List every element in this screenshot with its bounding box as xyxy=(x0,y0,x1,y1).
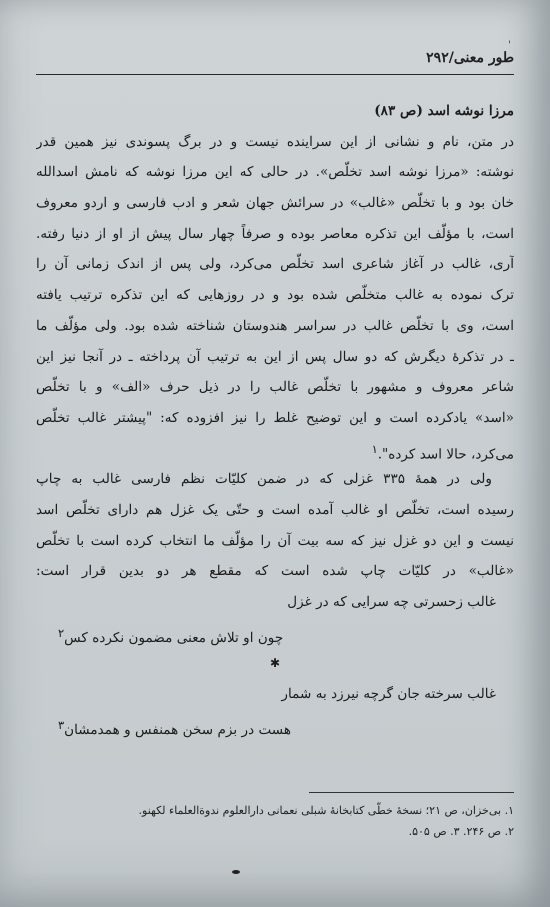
footnote: ۱. بی‌خزان، ص ۲۱؛ نسخهٔ خطّی کتابخانهٔ شبلی نعمانی دارالعلوم ندوةالعلماء لکهنو. xyxy=(138,804,514,817)
paragraph-line: «اسد» یادکرده است و این توضیح غلط را نیز افزوده که: "پیشتر غالب تخلّص xyxy=(36,409,514,426)
section-heading: مرزا نوشه اسد (ص ۸۳) xyxy=(374,103,514,119)
footnote-marker: ۱ xyxy=(371,441,378,456)
running-header xyxy=(36,48,514,75)
paragraph-line: «غالب» در کلیّات چاپ شده است که مقطع هر دو بدین قرار است: xyxy=(36,563,514,580)
paragraph-line: خان بود و با تخلّص «غالب» در سرائش جهان شعر و ادب فارسی و اردو معروف xyxy=(36,195,514,212)
verse-hemistich-4: هست در بزم سخن همنفس و همدمشان$^۳$ xyxy=(58,717,292,739)
paragraph-line: رسیده است، تخلّص او غالب آمده است و حتّی یک غزل هم دارای تخلّص اسد xyxy=(36,501,514,518)
footnote: ۲. ص ۲۴۶. ۳. ص ۵۰۵. xyxy=(408,825,514,838)
paragraph-line: است، با مؤلّف این تذکره معاصر بوده و صرفاً چهار سال پیش از او از دنیا رفته. xyxy=(36,225,514,242)
page-body xyxy=(36,96,514,740)
verse-hemistich-1: غالب زحسرتی چه سرایی که در غزل xyxy=(287,594,496,610)
verse-hemistich-3: غالب سرخته جان گرچه نیرزد به شمار xyxy=(281,686,496,703)
paragraph-line: آری، غالب در آغاز شاعری اسد تخلّص می‌کرد، ولی پس از اندک زمانی آن را xyxy=(36,256,514,273)
footnote-rule xyxy=(309,792,514,793)
paragraph-line: است، وی با تخلّص غالب در سراسر هندوستان شناخته شده بود. ولی مؤلّف ما xyxy=(36,317,514,334)
verse-hemistich-2: چون او تلاش معنی مضمون نکرده کس$^۲$ xyxy=(58,625,284,647)
paragraph-line-last: می‌کرد، حالا اسد کرده".$^۱$ xyxy=(371,441,514,463)
paragraph-line: ـ در تذکرهٔ دیگرش که دو سال پس از این به ترتیب آن پرداخته ـ در آنجا نیز این xyxy=(36,348,514,365)
paragraph-line: ولی در همهٔ ۳۳۵ غزلی که در ضمن کلیّات نظم فارسی غالب به چاپ xyxy=(36,471,492,488)
paragraph-line: در متن، نام و نشانی از این سراینده نیست و در برگ پسوندی نیز همین قدر xyxy=(36,133,514,150)
page-mark xyxy=(232,870,240,874)
paragraph-line: نیست و این دو غزل نیز که سه بیت آن را مؤلّف ما انتخاب کرده است با تخلّص xyxy=(36,532,514,549)
separator-star: ✱ xyxy=(269,656,281,671)
corner-mark: ' xyxy=(508,40,511,51)
running-title: طور معنی/۲۹۲ xyxy=(426,50,514,66)
paragraph-line: شاعر معروف و مشهور با تخلّص غالب را در ذیل حرف «الف» و با تخلّص xyxy=(36,379,514,396)
paragraph-line: نوشته: «مرزا نوشه اسد تخلّص». در حالی که این مرزا نوشه که نامش اسدالله xyxy=(36,164,514,181)
paragraph-line: ترک نموده به غالب متخلّص شده بود و در روزهایی که این تذکره ترتیب یافته xyxy=(36,287,514,304)
footnotes xyxy=(36,800,514,842)
